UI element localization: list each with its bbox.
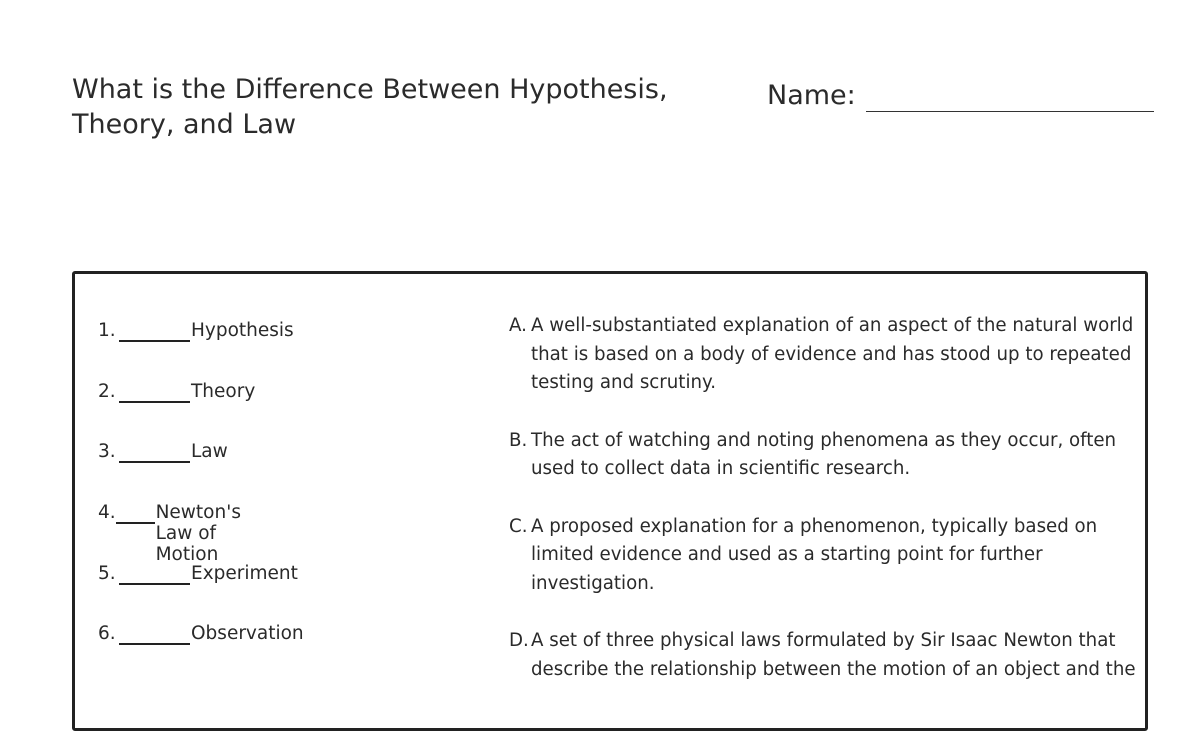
definition-text: A set of three physical laws formulated by Sir Isaac Newton that describe the relationship between the motion of an object and the [531,630,1136,680]
name-blank-line[interactable] [866,111,1154,112]
answer-blank[interactable] [119,439,190,463]
answer-blank[interactable] [119,621,190,645]
definition-item [509,312,1139,398]
term-number: 6. [98,623,116,645]
term-label: Law [191,441,228,463]
term-number: 4. [98,502,116,524]
definition-letter: D. [509,630,529,652]
term-label: Experiment [191,562,298,584]
definition-text: A well-substantiated explanation of an aspect of the natural world that is based on a body of evidence and has stood up to repeated testing and scrutiny. [531,315,1134,394]
definition-text: The act of watching and noting phenomena as they occur, often used to collect data in scientific research. [531,429,1117,480]
term-number: 5. [98,562,116,584]
name-label: Name: [767,80,856,111]
term-number: 1. [98,320,116,341]
answer-blank[interactable] [119,379,190,403]
definition-item [509,627,1139,684]
answer-blank[interactable] [119,318,190,342]
term-number: 3. [98,441,116,463]
definition-text: A proposed explanation for a phenomenon, typically based on limited evidence and used as a starting point for further investigation. [531,515,1098,594]
definition-item [509,513,1139,599]
definitions-list [509,312,1139,713]
definition-letter: A. [509,315,527,336]
term-label: Theory [191,380,256,402]
term-number: 2. [98,380,116,402]
term-label: Newton's Law of Motion [155,502,241,566]
answer-blank[interactable] [116,500,155,524]
definition-letter: C. [509,515,528,537]
definition-item [509,427,1139,484]
worksheet-title: What is the Difference Between Hypothesis, Theory, and Law [72,74,668,140]
name-field-group [767,78,1154,113]
term-label: Hypothesis [191,320,294,341]
definition-letter: B. [509,429,528,451]
answer-blank[interactable] [119,561,190,585]
term-label: Observation [191,623,304,645]
